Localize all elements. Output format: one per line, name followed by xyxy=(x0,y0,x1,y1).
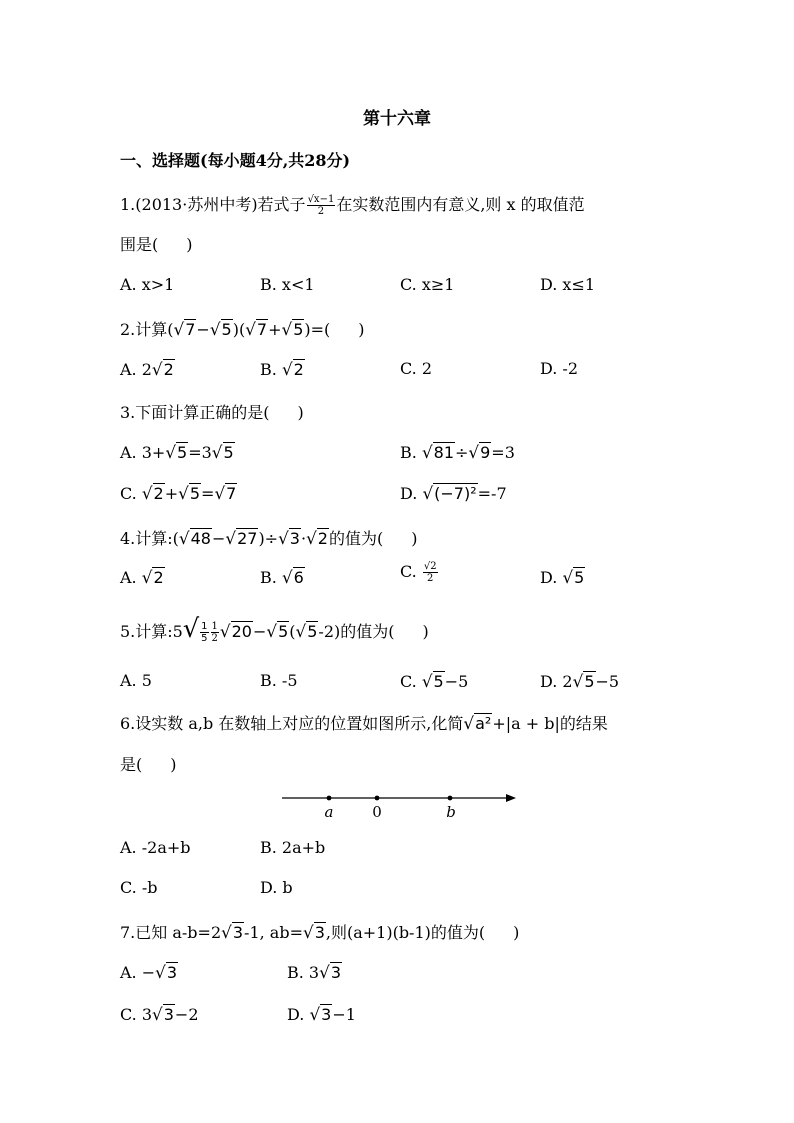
q7-mid: -1, ab= xyxy=(244,923,303,942)
q2-minus: − xyxy=(196,320,210,339)
q1-line2-text: 围是( xyxy=(120,235,159,254)
q1-option-a[interactable]: A. x>1 xyxy=(120,275,175,294)
q5-close: ) xyxy=(422,622,429,641)
q4-option-b[interactable]: B. √6 xyxy=(260,567,304,587)
label-zero: 0 xyxy=(372,803,382,821)
q4-stem xyxy=(120,526,417,549)
q3-option-b[interactable]: B. √81÷√9=3 xyxy=(400,442,515,462)
q4-sqrt-3: √3 xyxy=(278,528,300,548)
q2-option-b[interactable]: B. √2 xyxy=(260,359,304,379)
q4-lead: 4.计算:( xyxy=(120,529,179,548)
q6-option-a[interactable]: A. -2a+b xyxy=(120,838,191,857)
q1-frac-num: √x−1 xyxy=(307,194,335,205)
q6-sqrt: √a² xyxy=(463,713,492,733)
q2-mid: )( xyxy=(232,320,246,339)
q2-option-d[interactable]: D. -2 xyxy=(540,359,579,378)
q2-stem xyxy=(120,317,365,340)
q5-sqrt-3: √5 xyxy=(295,621,318,641)
page-title: 第十六章 xyxy=(363,109,431,129)
q4-option-a[interactable]: A. √2 xyxy=(120,567,164,587)
q1-frac-den: 2 xyxy=(317,206,325,217)
q3-stem xyxy=(120,400,304,423)
q1-option-d[interactable]: D. x≤1 xyxy=(540,275,596,294)
q2-sqrt-4: √5 xyxy=(281,319,304,339)
q4-trail: 的值为( xyxy=(328,529,384,548)
q6-line2 xyxy=(120,752,177,775)
q4-option-c[interactable]: C. $\frac{√2}{2}$ xyxy=(400,561,437,584)
q7-close: ) xyxy=(513,923,520,942)
q2-option-a[interactable]: A. 2√2 xyxy=(120,359,174,379)
q2-eq: )=( xyxy=(304,320,331,339)
q5-sqrt-2: √5 xyxy=(266,621,289,641)
q2-sqrt-1: √7 xyxy=(173,319,196,339)
q6-lead: 6.设实数 a,b 在数轴上对应的位置如图所示,化简 xyxy=(120,714,464,733)
q5-lead: 5.计算:5 xyxy=(120,622,183,641)
q1-fraction xyxy=(307,194,336,217)
q2-plus: + xyxy=(268,320,282,339)
q4-option-d[interactable]: D. √5 xyxy=(540,567,585,587)
label-b: b xyxy=(446,803,456,821)
q3-option-a[interactable]: A. 3+√5=3√5 xyxy=(120,442,234,462)
q4-close: ) xyxy=(411,529,418,548)
q7-stem xyxy=(120,920,519,943)
q5-sqrt-1: √20 xyxy=(219,621,252,641)
q1-option-b[interactable]: B. x<1 xyxy=(260,275,315,294)
q5-option-a[interactable]: A. 5 xyxy=(120,671,152,690)
section-heading: 一、选择题(每小题4分,共28分) xyxy=(120,151,351,170)
q7-sqrt-2: √3 xyxy=(302,922,325,942)
q2-option-c[interactable]: C. 2 xyxy=(400,359,433,378)
q6-trail: +|a + b|的结果 xyxy=(492,714,608,733)
q7-option-c[interactable]: C. 3√3−2 xyxy=(120,1004,199,1024)
q7-sqrt-1: √3 xyxy=(221,922,244,942)
q1-line1 xyxy=(120,192,585,217)
q6-option-b[interactable]: B. 2a+b xyxy=(260,838,326,857)
q4-sqrt-4: √2 xyxy=(306,528,328,548)
q1-lead: 1.(2013·苏州中考)若式子 xyxy=(120,195,306,214)
label-a: a xyxy=(324,803,334,821)
q4-dot: · xyxy=(300,529,307,548)
point-zero xyxy=(375,796,380,801)
q5-option-b[interactable]: B. -5 xyxy=(260,671,298,690)
q5-trail: 的值为( xyxy=(340,622,395,641)
point-b xyxy=(448,796,453,801)
q1-trail: 在实数范围内有意义,则 x 的取值范 xyxy=(336,195,585,214)
q5-option-d[interactable]: D. 2√5−5 xyxy=(540,671,620,691)
q7-trail: ,则(a+1)(b-1)的值为( xyxy=(325,923,486,942)
q2-sqrt-3: √7 xyxy=(245,319,268,339)
q6-option-c[interactable]: C. -b xyxy=(120,878,158,897)
q5-sqrt-frac: √ $\frac{1}{5}$ xyxy=(182,614,208,644)
q7-lead: 7.已知 a-b=2 xyxy=(120,923,222,942)
q4-sqrt-2: √27 xyxy=(225,528,258,548)
q4-sqrt-1: √48 xyxy=(178,528,211,548)
q4-minus: − xyxy=(211,529,226,548)
q1-option-c[interactable]: C. x≥1 xyxy=(400,275,455,294)
q5-option-c[interactable]: C. √5−5 xyxy=(400,671,469,691)
q2-sqrt-2: √5 xyxy=(209,319,232,339)
q5-stem: 5.计算:5√ $\frac{1}{5}$ $\frac{1}{2}$ √20−√5(√5-2)的值为( ) xyxy=(120,614,429,644)
q2-close: ) xyxy=(358,320,365,339)
q4-mid: )÷ xyxy=(258,529,279,548)
q2-lead: 2.计算( xyxy=(120,320,174,339)
q3-close: ) xyxy=(297,403,304,422)
q5-half: $\frac{1}{2}$ xyxy=(211,621,218,644)
q3-option-d[interactable]: D. √(−7)²=-7 xyxy=(400,483,507,503)
q3-text: 3.下面计算正确的是( xyxy=(120,403,270,422)
q7-option-a[interactable]: A. −√3 xyxy=(120,962,178,982)
point-a xyxy=(327,796,332,801)
q1-close: ) xyxy=(186,235,193,254)
q6-line2-text: 是( xyxy=(120,755,143,774)
q6-close: ) xyxy=(170,755,177,774)
q7-option-d[interactable]: D. √3−1 xyxy=(287,1004,356,1024)
q6-option-d[interactable]: D. b xyxy=(260,878,293,897)
number-line-figure xyxy=(270,786,530,826)
q3-option-c[interactable]: C. √2+√5=√7 xyxy=(120,483,237,503)
q6-stem xyxy=(120,711,608,734)
q1-line2 xyxy=(120,232,193,255)
q7-option-b[interactable]: B. 3√3 xyxy=(287,962,341,982)
number-line-arrow xyxy=(506,794,516,802)
